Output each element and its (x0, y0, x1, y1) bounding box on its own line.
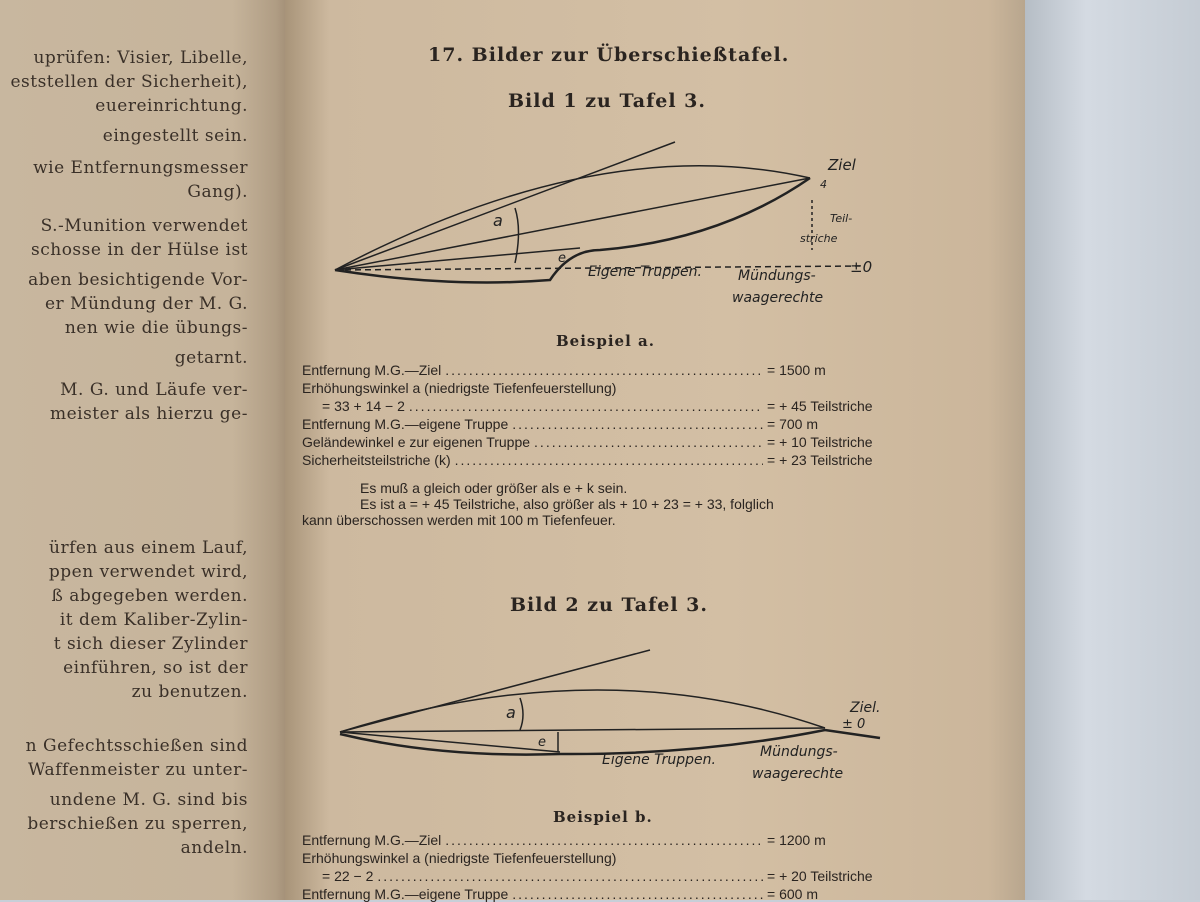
fig1-diagram (300, 130, 900, 310)
left-page-line: andeln. (180, 838, 248, 858)
example-a-title: Beispiel a. (556, 332, 655, 350)
leader-dots (455, 452, 763, 468)
fig2-diagram (320, 640, 900, 790)
fig2-label-own-troops: Eigene Truppen. (602, 752, 716, 768)
fig1-label-muzzle1: Mündungs- (738, 268, 816, 284)
calc-row (302, 362, 942, 378)
left-page-line: euereinrichtung. (95, 96, 248, 116)
calc-label: Sicherheitsteilstriche (k) (302, 452, 451, 468)
calc-row (302, 434, 942, 450)
left-page (0, 0, 290, 900)
left-page-line: eststellen der Sicherheit), (10, 72, 248, 92)
calc-label: Erhöhungswinkel a (niedrigste Tiefenfeuerstellung) (302, 850, 617, 866)
left-page-line: eingestellt sein. (102, 126, 248, 146)
left-page-line: n Gefechtsschießen sind (25, 736, 248, 756)
leader-dots (534, 434, 763, 450)
left-page-line: t sich dieser Zylinder (53, 634, 248, 654)
left-page-line: wie Entfernungsmesser (33, 158, 248, 178)
leader-dots (409, 398, 763, 414)
fig1-label-own-troops: Eigene Truppen. (588, 264, 702, 280)
calc-row (302, 398, 942, 414)
calc-value: = + 20 Teilstriche (767, 868, 873, 884)
fig1-label-zero: ±0 (850, 258, 873, 276)
fig2-title: Bild 2 zu Tafel 3. (510, 594, 709, 616)
leader-dots (445, 362, 763, 378)
left-page-line: uprüfen: Visier, Libelle, (33, 48, 248, 68)
left-page-line: er Mündung der M. G. (44, 294, 248, 314)
fig1-label-muzzle2: waagerechte (732, 290, 824, 306)
calc-value: = 600 m (767, 886, 818, 902)
calc-value: = 700 m (767, 416, 818, 432)
fig1-label-ticks-num: 4 (820, 178, 827, 191)
calc-value: = + 10 Teilstriche (767, 434, 873, 450)
calc-label: Erhöhungswinkel a (niedrigste Tiefenfeuerstellung) (302, 380, 617, 396)
left-page-line: undene M. G. sind bis (49, 790, 248, 810)
calc-row (302, 850, 942, 866)
example-b-title: Beispiel b. (553, 808, 653, 826)
example-a-note3: kann überschossen werden mit 100 m Tiefenfeuer. (302, 512, 616, 528)
left-page-line: Gang). (187, 182, 248, 202)
calc-label: = 33 + 14 − 2 (322, 398, 405, 414)
fig2-line-of-sight-upper (340, 650, 650, 732)
left-page-line: ürfen aus einem Lauf, (49, 538, 248, 558)
calc-value: = 1200 m (767, 832, 826, 848)
left-page-line: schosse in der Hülse ist (31, 240, 248, 260)
calc-row (302, 416, 942, 432)
left-page-line: aben besichtigende Vor- (28, 270, 248, 290)
calc-label: Entfernung M.G.—Ziel (302, 832, 442, 848)
calc-row (302, 452, 942, 468)
fig1-label-a: a (493, 211, 503, 230)
example-a-note2: Es ist a = + 45 Teilstriche, also größer als + 10 + 23 = + 33, folglich (360, 496, 774, 512)
left-page-line: meister als hierzu ge- (49, 404, 248, 424)
left-page-line: S.-Munition verwendet (40, 216, 248, 236)
fig2-label-a: a (506, 703, 516, 722)
fig1-label-target: Ziel (828, 156, 856, 174)
left-page-line: getarnt. (174, 348, 248, 368)
left-page-line: M. G. und Läufe ver- (60, 380, 248, 400)
fig2-trajectory (340, 690, 825, 732)
calc-label: Entfernung M.G.—eigene Truppe (302, 886, 509, 902)
calc-row (302, 832, 942, 848)
fig2-label-muzzle2: waagerechte (752, 766, 844, 782)
background-surface (1010, 0, 1200, 900)
fig1-line-of-sight-upper (335, 142, 675, 270)
fig1-label-ticks: Teil- (830, 212, 853, 225)
left-page-line: einführen, so ist der (63, 658, 248, 678)
fig2-label-zero: ± 0 (842, 717, 866, 732)
calc-label: Entfernung M.G.—Ziel (302, 362, 442, 378)
fig1-label-e: e (558, 251, 566, 266)
calc-value: = 1500 m (767, 362, 826, 378)
fig1-title: Bild 1 zu Tafel 3. (508, 90, 707, 112)
left-page-line: ß abgegeben werden. (51, 586, 248, 606)
left-page-line: zu benutzen. (131, 682, 248, 702)
leader-dots (445, 832, 763, 848)
fig2-muzzle-horizontal (340, 728, 825, 732)
fig2-label-e: e (538, 735, 546, 750)
left-page-line: berschießen zu sperren, (27, 814, 248, 834)
left-page-line: it dem Kaliber-Zylin- (59, 610, 248, 630)
calc-value: = + 23 Teilstriche (767, 452, 873, 468)
left-page-line: nen wie die übungs- (64, 318, 248, 338)
leader-dots (512, 416, 763, 432)
calc-label: Geländewinkel e zur eigenen Truppe (302, 434, 531, 450)
section-title: 17. Bilder zur Überschießtafel. (428, 44, 790, 66)
example-a-note1: Es muß a gleich oder größer als e + k sein. (360, 480, 628, 496)
left-page-line: Waffenmeister zu unter- (28, 760, 248, 780)
calc-label: Entfernung M.G.—eigene Truppe (302, 416, 509, 432)
leader-dots (377, 868, 763, 884)
calc-value: = + 45 Teilstriche (767, 398, 873, 414)
calc-label: = 22 − 2 (322, 868, 374, 884)
fig1-label-ticks2: striche (800, 232, 838, 245)
calc-row (302, 380, 942, 396)
fig2-label-target: Ziel. (850, 700, 881, 716)
left-page-line: ppen verwendet wird, (48, 562, 248, 582)
fig2-label-muzzle1: Mündungs- (760, 744, 838, 760)
calc-row (302, 868, 942, 884)
